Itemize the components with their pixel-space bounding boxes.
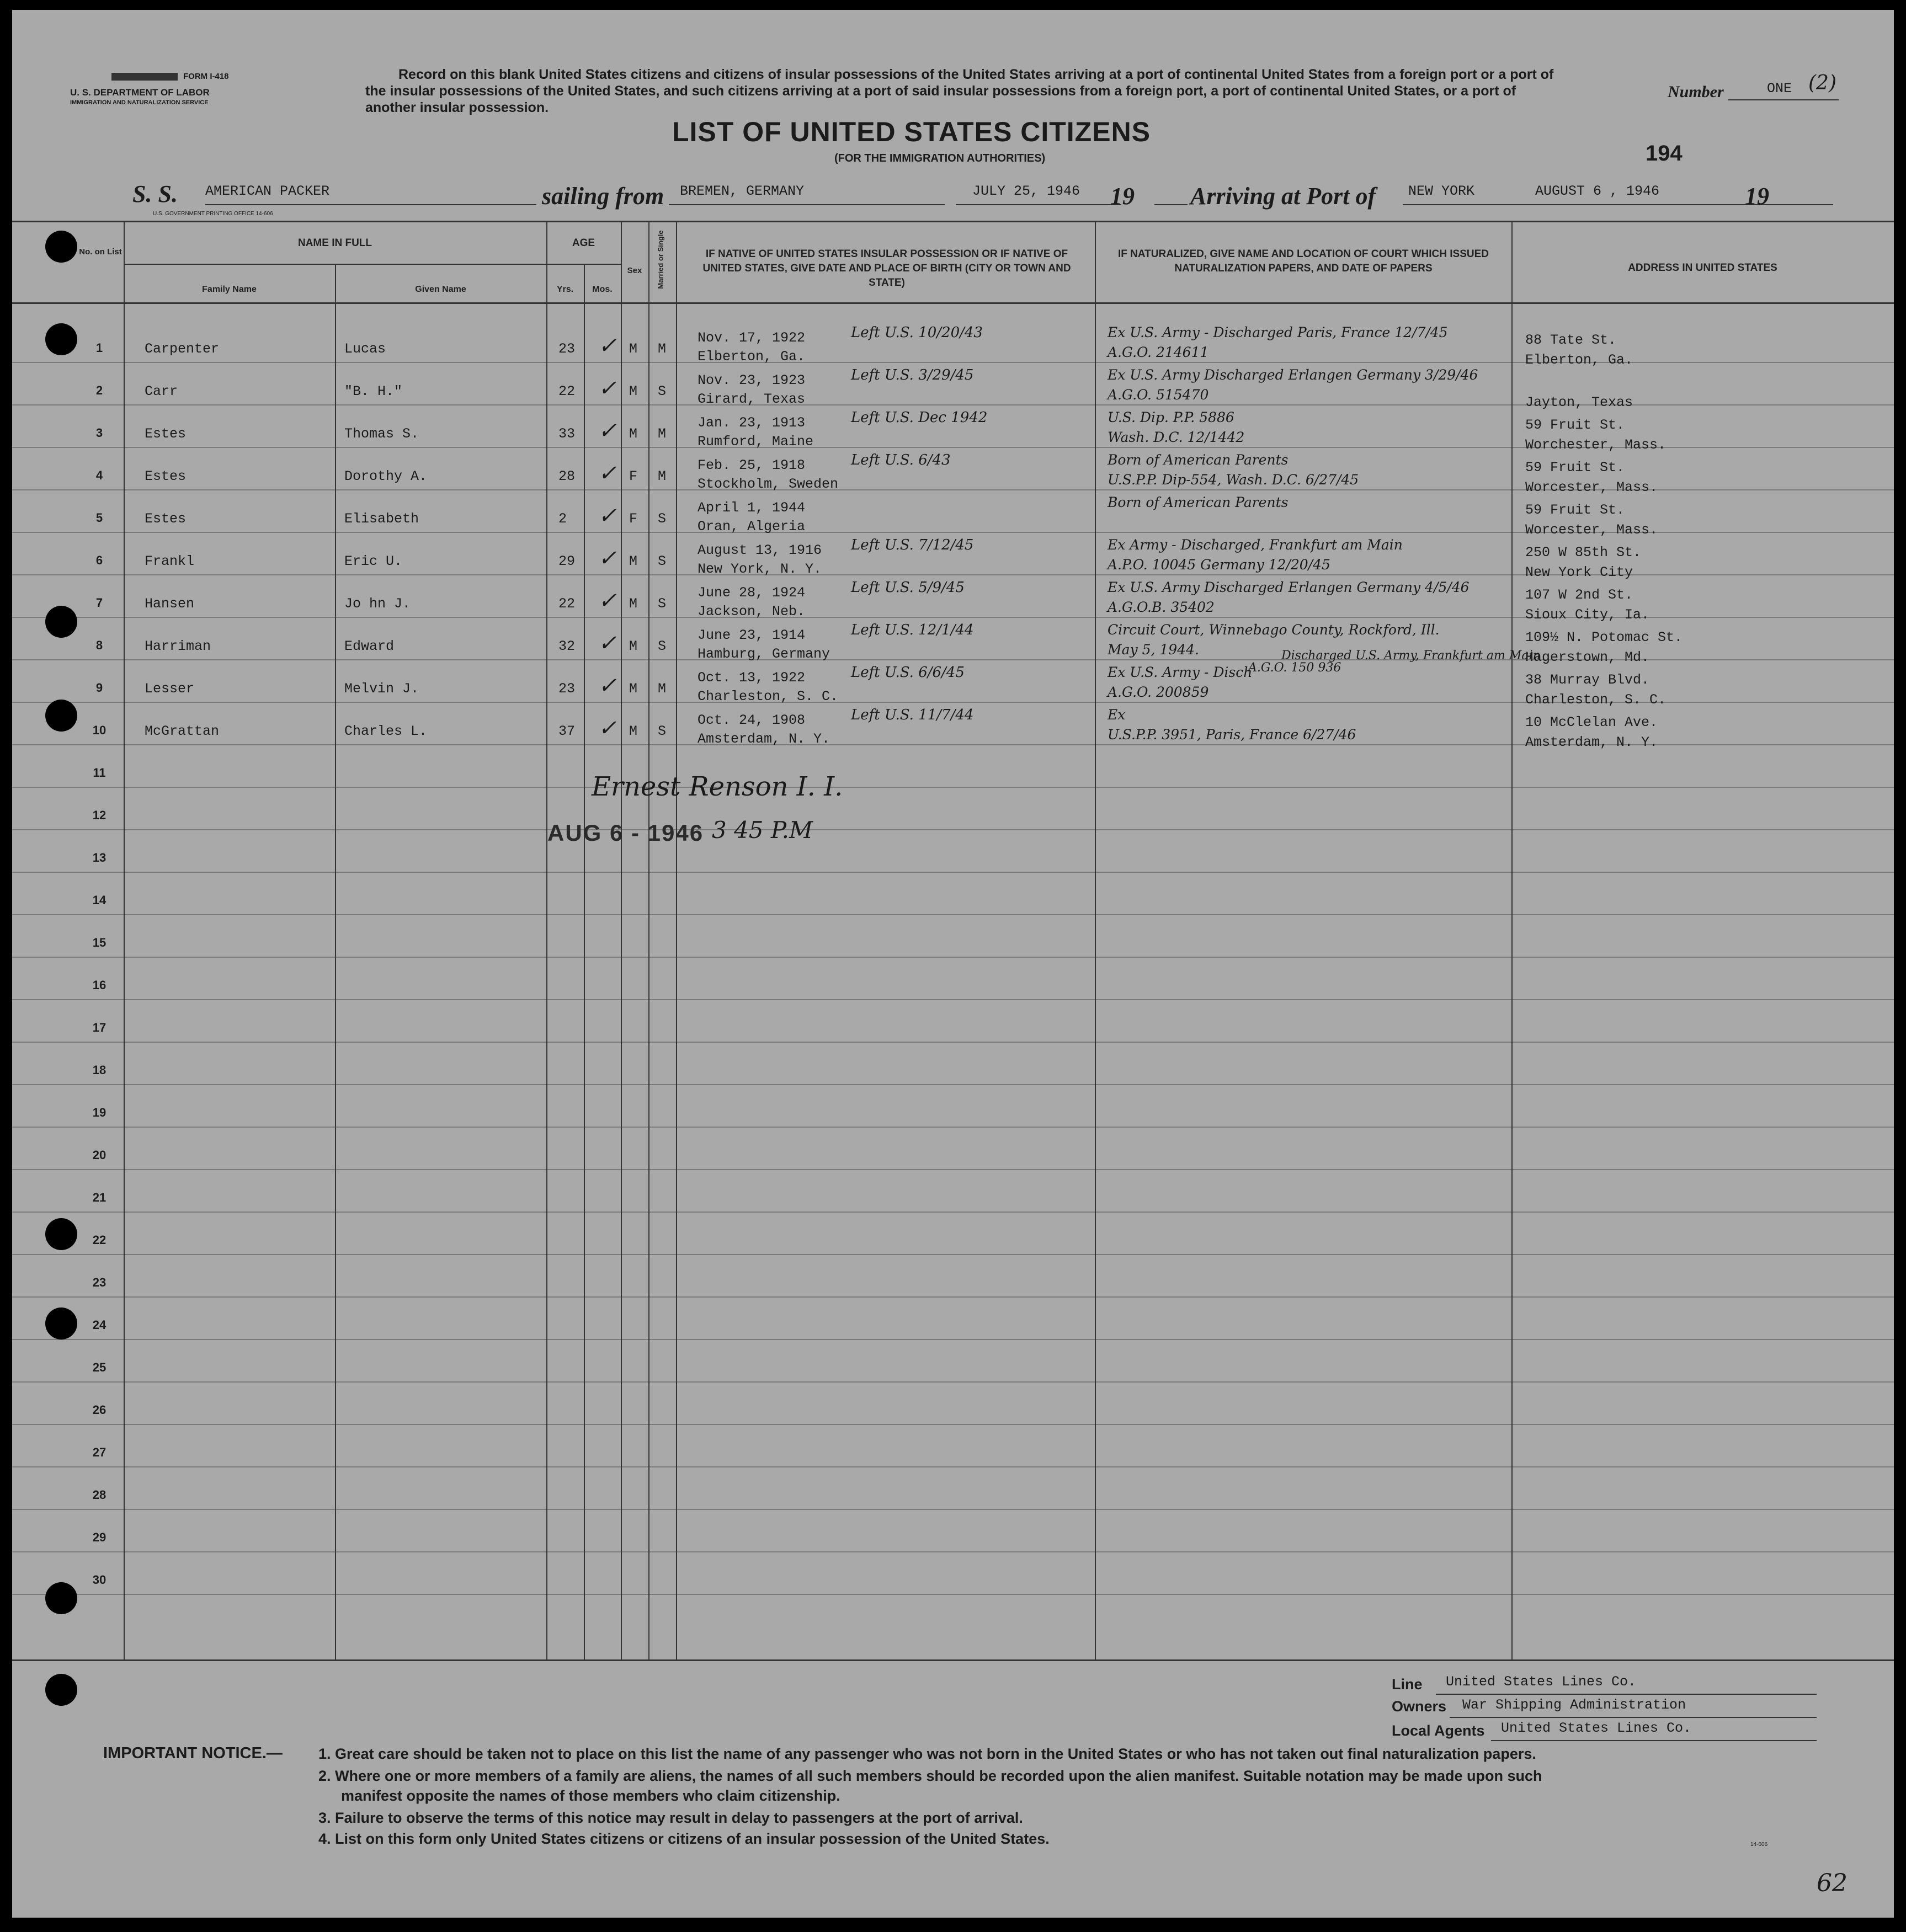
- row-rule: [12, 1551, 1894, 1552]
- owners-underline: [1450, 1716, 1817, 1718]
- col-rule-given: [546, 221, 547, 1661]
- given-name: Edward: [344, 638, 395, 654]
- col-rule-family: [335, 264, 336, 1661]
- birth-place: Hamburg, Germany: [698, 646, 830, 662]
- punch-hole: [45, 1307, 77, 1339]
- inspector-signature: Ernest Renson I. I.: [592, 771, 843, 802]
- sailing-port: BREMEN, GERMANY: [680, 183, 805, 199]
- birth-place: Charleston, S. C.: [698, 689, 839, 705]
- row-number: 13: [92, 851, 107, 864]
- nineteen-1: 19: [1110, 183, 1135, 210]
- birth-place: Rumford, Maine: [698, 434, 814, 450]
- address-line-2: Hagerstown, Md.: [1525, 649, 1650, 665]
- departure-note: Left U.S. 6/6/45: [851, 664, 965, 681]
- sailing-label: sailing from: [542, 183, 664, 210]
- punch-hole: [45, 231, 77, 263]
- naturalization-line-1: Born of American Parents: [1108, 452, 1289, 468]
- sex: F: [629, 468, 638, 484]
- col-header-address: ADDRESS IN UNITED STATES: [1628, 262, 1777, 274]
- address-line-1: 10 McClelan Ave.: [1525, 714, 1658, 730]
- col-rule-birth: [1095, 221, 1096, 1661]
- owners-value: War Shipping Administration: [1462, 1697, 1686, 1713]
- row-number: 29: [92, 1530, 107, 1544]
- age-years: 37: [558, 723, 576, 739]
- sex: M: [629, 553, 638, 569]
- punch-hole: [45, 1582, 77, 1614]
- age-years: 29: [558, 553, 576, 569]
- year-label: 194: [1646, 141, 1683, 166]
- col-header-sex: Sex: [627, 266, 642, 275]
- col-rule-nat: [1511, 221, 1513, 1661]
- row-rule: [12, 1296, 1894, 1298]
- naturalization-line-1: Born of American Parents: [1108, 494, 1289, 510]
- notice-3: 3. Failure to observe the terms of this notice may result in delay to passengers at the port of arrival.: [318, 1810, 1023, 1826]
- naturalization-line-2: Wash. D.C. 12/1442: [1108, 429, 1245, 445]
- naturalization-line-1: Ex U.S. Army - Discharged Paris, France 12/7/45: [1108, 324, 1448, 340]
- row-number: 26: [92, 1403, 107, 1417]
- arrival-underline: [1403, 203, 1789, 205]
- row-rule: [12, 999, 1894, 1000]
- number-value: ONE: [1767, 81, 1792, 97]
- row-number: 25: [92, 1360, 107, 1374]
- col-rule-sex: [648, 221, 649, 1661]
- family-name: Harriman: [145, 638, 211, 654]
- redaction-bar: [111, 73, 178, 81]
- row-number: 15: [92, 936, 107, 949]
- naturalization-line-1: Ex U.S. Army - Disch: [1108, 664, 1253, 680]
- departure-note: Left U.S. 7/12/45: [851, 537, 974, 553]
- age-years: 32: [558, 638, 576, 654]
- age-years: 28: [558, 468, 576, 484]
- family-name: Carr: [145, 383, 178, 399]
- given-name: Melvin J.: [344, 681, 419, 697]
- naturalization-line-1: Ex U.S. Army Discharged Erlangen Germany 3/29/46: [1108, 367, 1478, 383]
- birth-date: Oct. 13, 1922: [698, 670, 806, 686]
- age-years: 23: [558, 341, 576, 357]
- row-number: 5: [95, 511, 103, 525]
- months-check: ✓: [598, 503, 617, 529]
- birth-date: August 13, 1916: [698, 542, 822, 558]
- months-check: ✓: [598, 673, 617, 698]
- row-number: 9: [95, 681, 103, 695]
- row8-annotation: Discharged U.S. Army, Frankfurt am Main: [1281, 649, 1541, 663]
- row-number: 2: [95, 383, 103, 397]
- punch-hole: [45, 606, 77, 638]
- row-rule: [12, 1127, 1894, 1128]
- birth-place: Stockholm, Sweden: [698, 476, 839, 492]
- row-rule: [12, 872, 1894, 873]
- naturalization-line-2: U.S.P.P. 3951, Paris, France 6/27/46: [1108, 727, 1356, 743]
- page-title: LIST OF UNITED STATES CITIZENS: [672, 116, 1151, 147]
- departure-note: Left U.S. 10/20/43: [851, 324, 983, 341]
- form-code: 14-606: [1750, 1842, 1768, 1848]
- ship-name: AMERICAN PACKER: [205, 183, 330, 199]
- address-line-1: 38 Murray Blvd.: [1525, 672, 1650, 688]
- row-rule: [12, 1381, 1894, 1383]
- naturalization-line-2: U.S.P.P. Dip-554, Wash. D.C. 6/27/45: [1108, 472, 1359, 488]
- sailing-date-underline: [956, 203, 1121, 205]
- naturalization-line-1: Ex: [1108, 707, 1126, 723]
- naturalization-line-2: A.G.O. 515470: [1108, 387, 1209, 403]
- ss-label: S. S.: [132, 180, 178, 207]
- sex: M: [629, 596, 638, 612]
- family-name: Frankl: [145, 553, 195, 569]
- age-years: 22: [558, 596, 576, 612]
- row-number: 19: [92, 1106, 107, 1119]
- department: U. S. DEPARTMENT OF LABOR: [70, 87, 210, 98]
- col-header-name-in-full: NAME IN FULL: [297, 237, 372, 249]
- arrival-port: NEW YORK: [1408, 183, 1475, 199]
- col-header-family-name: Family Name: [202, 285, 257, 294]
- row-number: 11: [93, 766, 106, 780]
- row-number: 4: [95, 468, 103, 482]
- row-number: 1: [95, 341, 103, 355]
- line-underline: [1436, 1693, 1817, 1695]
- address-line-1: 59 Fruit St.: [1525, 460, 1625, 476]
- family-name: Estes: [145, 426, 187, 442]
- departure-note: Left U.S. 5/9/45: [851, 579, 965, 596]
- notice-2a: 2. Where one or more members of a family are aliens, the names of all such members should be recorded upon the alien manifest. Suitable notation may be made upon such: [318, 1768, 1542, 1784]
- punch-hole: [45, 323, 77, 355]
- row-rule: [12, 1254, 1894, 1255]
- address-line-1: 250 W 85th St.: [1525, 545, 1642, 561]
- birth-date: June 28, 1924: [698, 585, 806, 601]
- given-name: Eric U.: [344, 553, 403, 569]
- col-rule-no: [124, 221, 125, 1661]
- birth-date: June 23, 1914: [698, 627, 806, 643]
- given-name: Charles L.: [344, 723, 428, 739]
- naturalization-line-2: A.G.O.B. 35402: [1108, 599, 1215, 615]
- name-age-subrule: [124, 264, 621, 265]
- row-number: 17: [92, 1021, 107, 1034]
- page-subtitle: (FOR THE IMMIGRATION AUTHORITIES): [834, 152, 1046, 164]
- sex: M: [629, 426, 638, 442]
- departure-note: Left U.S. 6/43: [851, 452, 951, 468]
- family-name: Lesser: [145, 681, 195, 697]
- marital-status: S: [658, 723, 667, 739]
- sex: M: [629, 723, 638, 739]
- months-check: ✓: [598, 546, 617, 571]
- nineteen-1-underline: [1154, 203, 1188, 205]
- birth-date: Nov. 23, 1923: [698, 372, 806, 388]
- marital-status: M: [658, 426, 667, 442]
- row-rule: [12, 1509, 1894, 1510]
- address-line-2: New York City: [1525, 564, 1633, 580]
- punch-hole: [45, 1218, 77, 1250]
- row-number: 23: [92, 1275, 107, 1289]
- sailing-date: JULY 25, 1946: [972, 183, 1080, 199]
- family-name: Estes: [145, 511, 187, 527]
- row-number: 14: [92, 893, 107, 907]
- agents-value: United States Lines Co.: [1501, 1720, 1692, 1736]
- birth-date: Jan. 23, 1913: [698, 415, 806, 431]
- naturalization-line-2: May 5, 1944.: [1108, 642, 1199, 658]
- sailing-port-underline: [669, 203, 945, 205]
- address-line-2: Sioux City, Ia.: [1525, 607, 1650, 623]
- col-header-married: Married or Single: [656, 230, 665, 289]
- sex: M: [629, 638, 638, 654]
- months-check: ✓: [598, 716, 617, 741]
- age-years: 2: [558, 511, 567, 527]
- months-check: ✓: [598, 588, 617, 613]
- marital-status: M: [658, 681, 667, 697]
- row-number: 8: [95, 638, 103, 652]
- row-rule: [12, 1211, 1894, 1213]
- table-bottom-rule: [12, 1659, 1894, 1661]
- address-line-1: 59 Fruit St.: [1525, 502, 1625, 518]
- family-name: Carpenter: [145, 341, 220, 357]
- nineteen-2-underline: [1789, 203, 1833, 205]
- table-header-rule: [12, 302, 1894, 304]
- sex: M: [629, 341, 638, 357]
- given-name: Dorothy A.: [344, 468, 428, 484]
- family-name: McGrattan: [145, 723, 220, 739]
- naturalization-line-2: A.P.O. 10045 Germany 12/20/45: [1108, 557, 1330, 573]
- age-years: 23: [558, 681, 576, 697]
- given-name: Elisabeth: [344, 511, 419, 527]
- row-rule: [12, 957, 1894, 958]
- row-number: 18: [92, 1063, 107, 1077]
- row-number: 22: [92, 1233, 107, 1247]
- punch-hole: [45, 1674, 77, 1706]
- address-line-1: 107 W 2nd St.: [1525, 587, 1633, 603]
- row-number: 24: [92, 1318, 107, 1332]
- col-header-age: AGE: [572, 237, 595, 249]
- row8-annotation-2: A.G.O. 150 936: [1248, 661, 1341, 675]
- row-number: 6: [95, 553, 103, 567]
- col-rule-mos: [621, 221, 622, 1661]
- number-label: Number: [1668, 83, 1724, 101]
- manifest-sheet: [12, 10, 1894, 1918]
- marital-status: M: [658, 468, 667, 484]
- row-rule: [12, 829, 1894, 830]
- departure-note: Left U.S. 12/1/44: [851, 622, 974, 638]
- line-label: Line: [1392, 1676, 1423, 1693]
- col-header-yrs: Yrs.: [556, 285, 574, 294]
- marital-status: S: [658, 553, 667, 569]
- naturalization-line-1: U.S. Dip. P.P. 5886: [1108, 409, 1234, 425]
- row-rule: [12, 914, 1894, 915]
- arrival-stamp-time: 3 45 P.M: [712, 816, 813, 844]
- row-number: 20: [92, 1148, 107, 1162]
- birth-place: Oran, Algeria: [698, 519, 806, 535]
- months-check: ✓: [598, 376, 617, 401]
- months-check: ✓: [598, 418, 617, 444]
- address-line-2: Amsterdam, N. Y.: [1525, 734, 1658, 750]
- marital-status: S: [658, 511, 667, 527]
- birth-date: April 1, 1944: [698, 500, 806, 516]
- row-rule: [12, 1084, 1894, 1085]
- departure-note: Left U.S. Dec 1942: [851, 409, 988, 426]
- row-rule: [12, 1424, 1894, 1425]
- birth-date: Feb. 25, 1918: [698, 457, 806, 473]
- address-line-1: 59 Fruit St.: [1525, 417, 1625, 433]
- marital-status: S: [658, 638, 667, 654]
- row-number: 10: [92, 723, 107, 737]
- col-header-given-name: Given Name: [415, 285, 466, 294]
- col-header-mos: Mos.: [592, 285, 613, 294]
- given-name: Thomas S.: [344, 426, 419, 442]
- departure-note: Left U.S. 11/7/44: [851, 707, 974, 723]
- marital-status: S: [658, 383, 667, 399]
- sex: M: [629, 681, 638, 697]
- col-rule-yrs: [584, 264, 585, 1661]
- arrival-date: AUGUST 6 , 1946: [1535, 183, 1660, 199]
- row-rule: [12, 787, 1894, 788]
- number-underline: [1728, 98, 1839, 100]
- sex: M: [629, 383, 638, 399]
- row-number: 12: [92, 808, 107, 822]
- agents-label: Local Agents: [1392, 1722, 1485, 1739]
- row-rule: [12, 1042, 1894, 1043]
- nineteen-2: 19: [1745, 183, 1769, 210]
- owners-label: Owners: [1392, 1698, 1447, 1715]
- notice-1: 1. Great care should be taken not to place on this list the name of any passenger who was not born in the United States or who has not taken out final naturalization papers.: [318, 1746, 1536, 1762]
- naturalization-line-1: Ex Army - Discharged, Frankfurt am Main: [1108, 537, 1403, 553]
- row-number: 7: [95, 596, 103, 610]
- form-number: FORM I-418: [111, 72, 229, 81]
- row-rule: [12, 1466, 1894, 1467]
- age-years: 22: [558, 383, 576, 399]
- row-rule: [12, 1169, 1894, 1170]
- birth-date: Oct. 24, 1908: [698, 712, 806, 728]
- departure-note: Left U.S. 3/29/45: [851, 367, 974, 383]
- printer-line: U.S. GOVERNMENT PRINTING OFFICE 14-606: [153, 211, 273, 217]
- notice-heading: IMPORTANT NOTICE.—: [103, 1744, 283, 1762]
- family-name: Hansen: [145, 596, 195, 612]
- address-line-2: Charleston, S. C.: [1525, 692, 1667, 708]
- naturalization-line-2: A.G.O. 200859: [1108, 684, 1209, 700]
- marital-status: S: [658, 596, 667, 612]
- arrival-stamp-date: AUG 6 - 1946: [547, 820, 704, 846]
- months-check: ✓: [598, 631, 617, 656]
- sex: F: [629, 511, 638, 527]
- line-value: United States Lines Co.: [1446, 1674, 1637, 1690]
- address-line-1: 88 Tate St.: [1525, 332, 1617, 348]
- given-name: Jo hn J.: [344, 596, 411, 612]
- naturalization-line-1: Ex U.S. Army Discharged Erlangen Germany 4/5/46: [1108, 579, 1470, 595]
- birth-place: New York, N. Y.: [698, 561, 822, 577]
- col-header-naturalized: IF NATURALIZED, GIVE NAME AND LOCATION OF COURT WHICH ISSUED NATURALIZATION PAPERS, AND DATE OF PAPERS: [1117, 248, 1489, 274]
- age-years: 33: [558, 426, 576, 442]
- agents-underline: [1491, 1739, 1817, 1741]
- given-name: Lucas: [344, 341, 386, 357]
- notice-2b: manifest opposite the names of those members who claim citizenship.: [341, 1787, 840, 1804]
- service: IMMIGRATION AND NATURALIZATION SERVICE: [70, 99, 209, 106]
- birth-place: Amsterdam, N. Y.: [698, 731, 830, 747]
- row-number: 27: [92, 1445, 107, 1459]
- address-line-2: Elberton, Ga.: [1525, 352, 1633, 368]
- punch-hole: [45, 700, 77, 732]
- address-line-2: Jayton, Texas: [1525, 394, 1633, 410]
- birth-place: Girard, Texas: [698, 391, 806, 407]
- address-line-1: 109½ N. Potomac St.: [1525, 629, 1683, 645]
- address-line-2: Worcester, Mass.: [1525, 522, 1658, 538]
- months-check: ✓: [598, 461, 617, 486]
- row-rule: [12, 1594, 1894, 1595]
- number-note: (2): [1808, 72, 1836, 94]
- row-number: 30: [92, 1573, 107, 1587]
- col-rule-ms: [676, 221, 677, 1661]
- page-mark: 62: [1817, 1869, 1848, 1897]
- months-check: ✓: [598, 333, 617, 359]
- birth-place: Jackson, Neb.: [698, 604, 806, 620]
- row-number: 16: [92, 978, 107, 992]
- family-name: Estes: [145, 468, 187, 484]
- given-name: "B. H.": [344, 383, 403, 399]
- naturalization-line-1: Circuit Court, Winnebago County, Rockford, Ill.: [1108, 622, 1440, 638]
- naturalization-line-2: A.G.O. 214611: [1108, 344, 1209, 360]
- birth-date: Nov. 17, 1922: [698, 330, 806, 346]
- col-header-birth: IF NATIVE OF UNITED STATES INSULAR POSSESSION OR IF NATIVE OF UNITED STATES, GIVE DATE AND PLACE OF BIRTH (CITY OR TOWN AND STATE): [702, 248, 1071, 289]
- address-line-2: Worchester, Mass.: [1525, 437, 1667, 453]
- row-number: 28: [92, 1488, 107, 1502]
- birth-place: Elberton, Ga.: [698, 349, 806, 365]
- row-number: 21: [92, 1191, 107, 1204]
- arriving-label: Arriving at Port of: [1190, 183, 1376, 210]
- ship-underline: [205, 203, 536, 205]
- notice-4: 4. List on this form only United States citizens or citizens of an insular possession of the United States.: [318, 1830, 1050, 1847]
- row-rule: [12, 1339, 1894, 1340]
- intro-paragraph: Record on this blank United States citizens and citizens of insular possessions of the United States arriving at a port of continental United States from a foreign port or a port of the insular possessions of the United States, and such citizens arriving at a port of said insular possessions from a foreign port, a port of continental United States, or a port of another insular possession.: [365, 67, 1554, 115]
- col-header-no: No. on List: [79, 247, 122, 257]
- row-number: 3: [95, 426, 103, 440]
- marital-status: M: [658, 341, 667, 357]
- address-line-2: Worcester, Mass.: [1525, 479, 1658, 495]
- table-top-rule: [12, 221, 1894, 222]
